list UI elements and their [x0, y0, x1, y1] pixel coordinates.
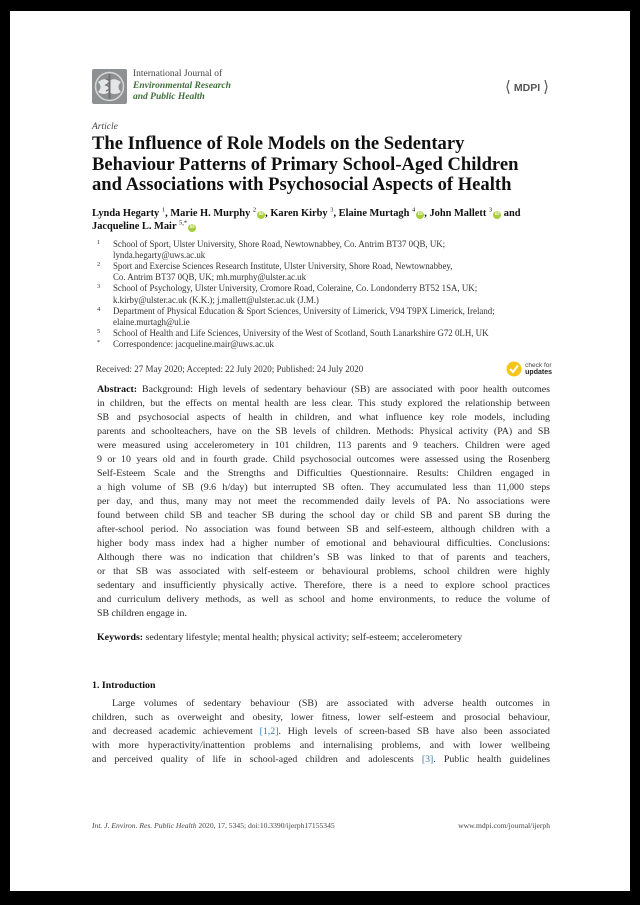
abstract-line-text: parents and schoolteachers, have on the SB levels of children. Methods: Physical activity (PA) and SB	[97, 425, 550, 437]
abstract-line	[97, 593, 550, 607]
author[interactable]: Lynda Hegarty	[92, 207, 160, 219]
text-run: children, such as overweight and obesity, lower fitness, lower self-esteem and prosocial behaviour,	[92, 711, 550, 723]
check-updates-icon	[506, 361, 522, 377]
abstract-line-text: after-school period. No association was found between SB and self-esteem, although children with a	[97, 523, 550, 535]
abstract-line-text: Background: High levels of sedentary behaviour (SB) are associated with poor health outcomes	[137, 383, 550, 395]
paragraph-line	[92, 725, 550, 739]
abstract-line	[97, 453, 550, 467]
keywords: Keywords: sedentary lifestyle; mental health; physical activity; self-esteem; accelerometery	[97, 631, 463, 643]
orcid-icon[interactable]: iD	[258, 211, 264, 217]
abstract	[97, 383, 550, 621]
abstract-line-text: SB children engage in.	[97, 607, 187, 619]
abstract-line	[97, 411, 550, 425]
affiliation-line: School of Health and Life Sciences, University of the West of Scotland, South Lanarkshire G72 0LH, UK	[113, 328, 489, 339]
abstract-line-text: sedentary and insufficiently physically active. Therefore, there is a need to explore school practices	[97, 579, 550, 591]
mdpi-logo	[505, 77, 549, 102]
author-separator: ,	[165, 207, 171, 219]
affiliation-number: 4	[97, 305, 101, 313]
abstract-label: Abstract:	[97, 383, 138, 395]
affiliation-line: School of Psychology, Ulster University, Cromore Road, Coleraine, Co. Londonderry BT52 1SA, UK;	[113, 283, 478, 294]
author-affiliation-mark: 5,*	[178, 219, 188, 227]
text-run: . High levels of screen-based SB have also been associated	[278, 725, 550, 737]
abstract-line-text: were measured using accelerometery in 101 children, 113 parents and 9 teachers. Children were aged	[97, 439, 550, 451]
abstract-line-text: and curriculum delivery methods, as well as school and home environments, to reduce the volume of	[97, 593, 550, 605]
abstract-line	[97, 607, 550, 621]
text-run: and perceived quality of life in school-aged children and adolescents	[92, 753, 422, 765]
check-for-updates-badge[interactable]: check for updates	[506, 361, 552, 377]
page-footer	[92, 821, 550, 831]
abstract-line-text: Self-Esteem Scale and the Strengths and Difficulties Questionnaire. Results: Children engaged in	[97, 467, 550, 479]
affiliation-line: Department of Physical Education & Sport Sciences, University of Limerick, V94 T9PX Limerick, Ireland;	[113, 305, 495, 316]
publication-dates: Received: 27 May 2020; Accepted: 22 July 2020; Published: 24 July 2020	[96, 363, 364, 374]
abstract-line	[97, 397, 550, 411]
abstract-line	[97, 481, 550, 495]
affiliation-line: elaine.murtagh@ul.ie	[113, 316, 190, 327]
affiliation-line: lynda.hegarty@uws.ac.uk	[113, 249, 206, 260]
paper-title: The Influence of Role Models on the Sedentary Behaviour Patterns of Primary School-Aged Children and Associations with Psychosocial Aspects of Health	[92, 133, 519, 195]
abstract-line-text: 9 or 10 years old and in fourth grade. Child psychosocial outcomes were assessed using the Rosenberg	[97, 453, 550, 465]
affiliation-line: Correspondence: jacqueline.mair@uws.ac.uk	[113, 339, 274, 350]
author[interactable]: Elaine Murtagh	[338, 207, 410, 219]
affiliation-line: Sport and Exercise Sciences Research Institute, Ulster University, Shore Road, Newtownabbey,	[113, 260, 453, 271]
mdpi-logo-text: MDPI	[513, 82, 541, 94]
orcid-icon[interactable]: iD	[417, 211, 423, 217]
text-run: . Public health guidelines	[433, 753, 550, 765]
affiliation-item	[97, 239, 552, 261]
mdpi-hexagon-icon	[505, 77, 549, 97]
affiliation-item	[97, 283, 552, 305]
journal-title: International Journal of Environmental Research and Public Health	[133, 69, 231, 102]
abstract-line-text: per day, and thus, many may not meet the recommended daily levels of PA. No associations were	[97, 495, 550, 507]
author-affiliation-mark: 3	[330, 206, 334, 214]
dates-row	[96, 361, 552, 377]
author-affiliation-mark: 1	[161, 206, 166, 214]
abstract-line	[97, 383, 550, 397]
affiliation-item	[97, 328, 552, 339]
paragraph-line	[92, 753, 550, 767]
paragraph-line	[92, 711, 550, 725]
author[interactable]: John Mallett	[429, 207, 487, 219]
affiliation-item	[97, 261, 552, 283]
abstract-line	[97, 425, 550, 439]
article-body	[92, 121, 552, 767]
abstract-line-text: a high volume of SB (9.6 h/day) but interrupted SB often. They accumulated less than 11,000 steps	[97, 481, 550, 493]
author-separator: ,	[333, 207, 339, 219]
affiliation-line: k.kirby@ulster.ac.uk (K.K.); j.mallett@ulster.ac.uk (J.M.)	[113, 294, 319, 305]
orcid-icon[interactable]: iD	[189, 225, 195, 230]
text-run: and decreased academic achievement	[92, 725, 260, 737]
author-affiliation-mark: 4	[411, 206, 416, 214]
abstract-line	[97, 467, 550, 481]
affiliation-number: 5	[97, 328, 101, 336]
author-separator: and	[501, 207, 521, 219]
footer-url[interactable]: www.mdpi.com/journal/ijerph	[458, 821, 550, 830]
article-type: Article	[92, 122, 118, 132]
paragraph-line	[92, 739, 550, 753]
author-affiliation-mark: 3	[488, 206, 493, 214]
abstract-line	[97, 495, 550, 509]
citation-link[interactable]: [1,2]	[259, 725, 279, 737]
footer-citation: Int. J. Environ. Res. Public Health 2020, 17, 5345; doi:10.3390/ijerph17155345	[92, 821, 335, 830]
author-list	[92, 207, 552, 234]
author[interactable]: Karen Kirby	[270, 207, 328, 219]
affiliation-line: Co. Antrim BT37 0QB, UK; mh.murphy@ulster.ac.uk	[113, 272, 307, 283]
affiliation-line: School of Sport, Ulster University, Shore Road, Newtownabbey, Co. Antrim BT37 0QB, UK;	[113, 238, 446, 249]
author[interactable]: Marie H. Murphy	[170, 207, 251, 219]
abstract-line	[97, 551, 550, 565]
affiliation-item	[97, 306, 552, 328]
abstract-line-text: Although there was no indication that children’s SB was linked to that of parents and teachers,	[97, 551, 550, 563]
abstract-line	[97, 509, 550, 523]
affiliation-number: 3	[97, 283, 101, 291]
author-separator: ,	[265, 207, 271, 219]
abstract-line	[97, 579, 550, 593]
abstract-line-text: higher body mass index had a higher number of emotional and behavioural difficulties. Conclusions:	[97, 537, 550, 549]
affiliation-number: 1	[97, 238, 101, 246]
text-run: Large volumes of sedentary behaviour (SB) are associated with adverse health outcomes in	[112, 697, 550, 709]
abstract-line	[97, 537, 550, 551]
introduction-text	[92, 697, 550, 767]
section-heading-introduction: 1. Introduction	[92, 679, 156, 691]
affiliation-number: 2	[97, 260, 101, 268]
orcid-icon[interactable]: iD	[494, 211, 500, 217]
journal-logo	[92, 69, 127, 104]
paragraph-line	[92, 697, 550, 711]
abstract-line-text: found between child SB and teacher SB during the school day or child SB and parent SB during the	[97, 509, 550, 521]
text-run: with more hyperactivity/inattention problems and internalising problems, and with lower wellbeing	[92, 739, 550, 751]
abstract-line	[97, 523, 550, 537]
author-separator: ,	[424, 207, 430, 219]
citation-link[interactable]: [3]	[421, 753, 434, 765]
abstract-line-text: SB and psychosocial aspects of health in children, and what influence key role models, including	[97, 411, 550, 423]
affiliations	[97, 239, 552, 351]
abstract-line	[97, 565, 550, 579]
journal-emblem-icon	[92, 69, 127, 104]
abstract-line-text: or that SB was associated with self-esteem or behavioural problems, school children were highly	[97, 565, 550, 577]
abstract-line-text: in children, but the effects on mental health are less clear. This study explored the relationship between	[97, 397, 550, 409]
affiliation-item	[97, 339, 552, 350]
author[interactable]: Jacqueline L. Mair	[92, 221, 177, 232]
author-affiliation-mark: 2	[252, 206, 257, 214]
paper-page	[10, 11, 630, 891]
abstract-line	[97, 439, 550, 453]
affiliation-number: *	[97, 339, 101, 347]
